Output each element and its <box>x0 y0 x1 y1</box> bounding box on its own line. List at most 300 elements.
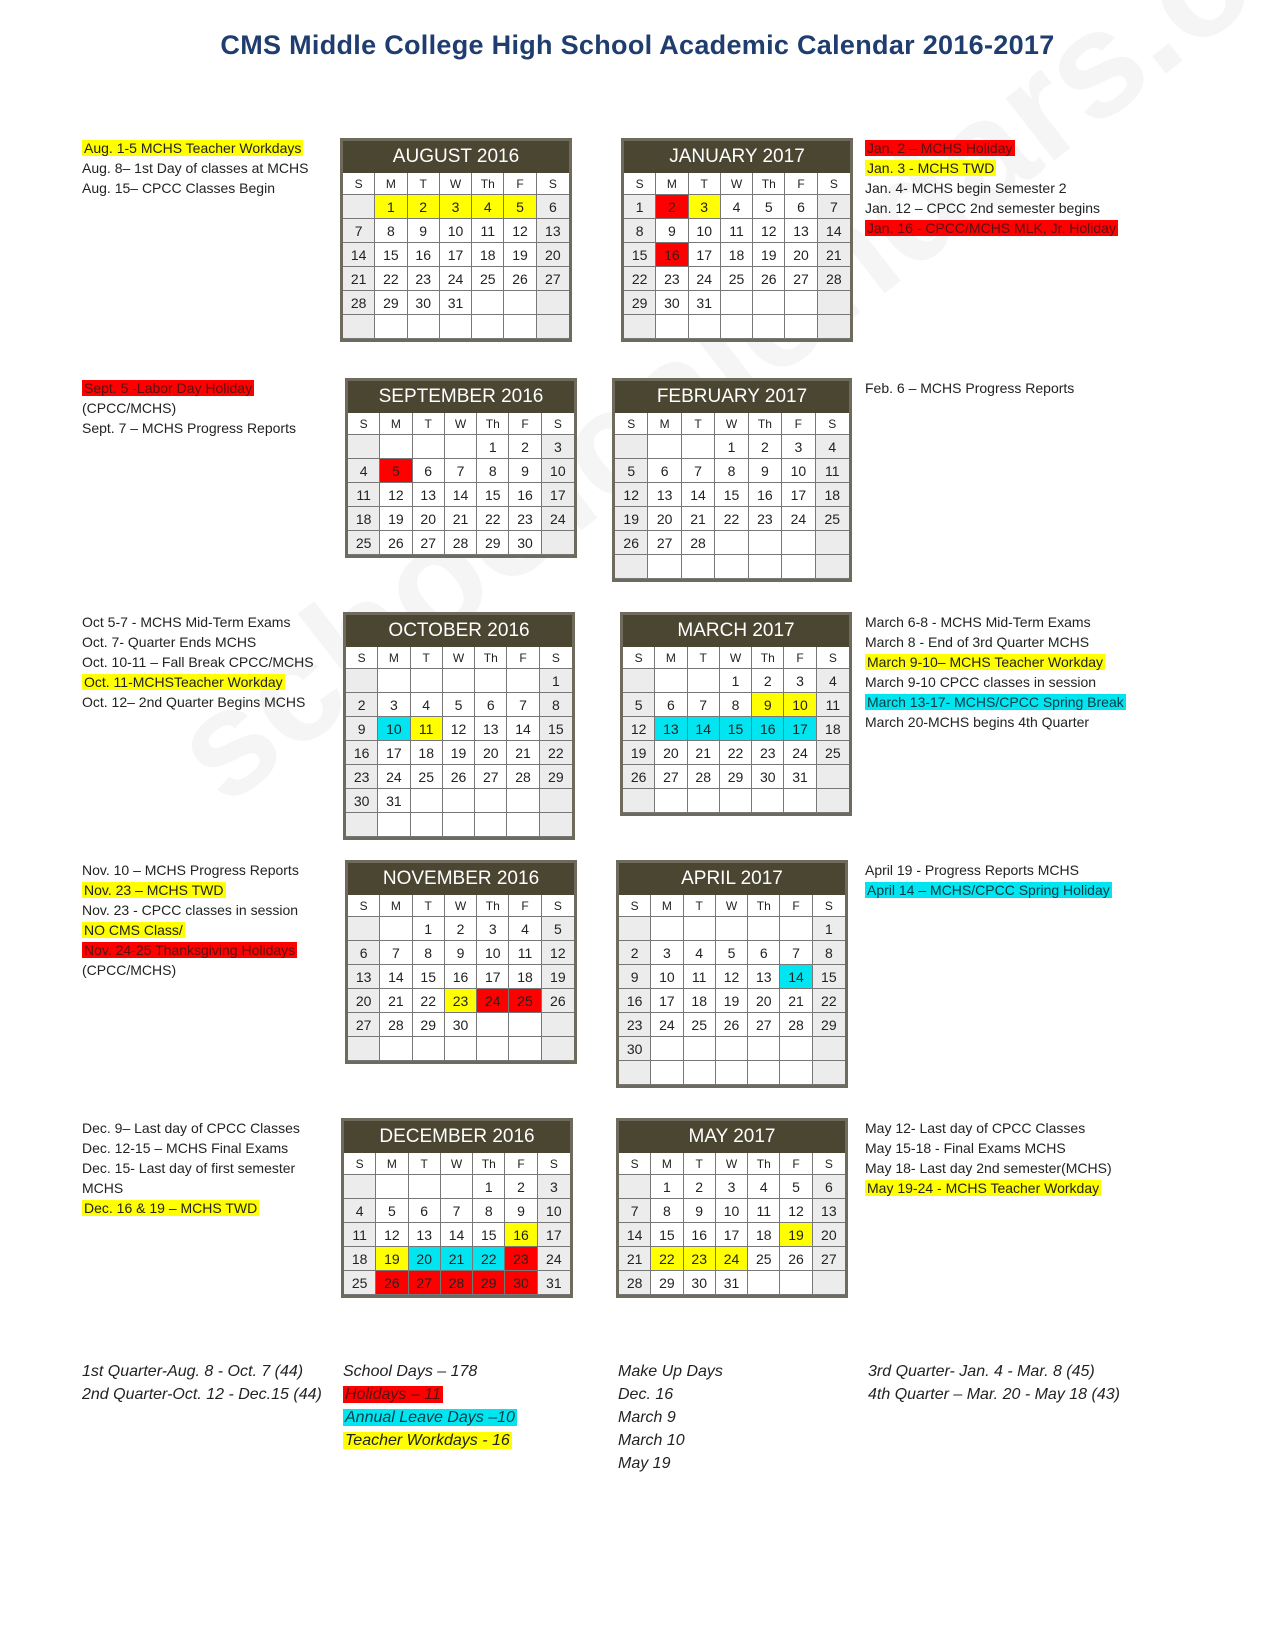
note-text: Annual Leave Days –10 <box>345 1409 515 1426</box>
empty-cell <box>507 789 539 813</box>
day-cell: 24 <box>784 741 816 765</box>
day-cell: 18 <box>748 1223 780 1247</box>
empty-cell <box>408 315 440 339</box>
day-cell: 2 <box>752 669 784 693</box>
note-line <box>865 1178 1112 1198</box>
day-cell: 17 <box>651 989 683 1013</box>
day-cell: 17 <box>538 1223 570 1247</box>
day-cell: 20 <box>655 741 687 765</box>
note-text: NO CMS Class/ <box>84 922 183 938</box>
day-cell: 26 <box>380 531 412 555</box>
day-cell: 29 <box>720 765 752 789</box>
empty-cell <box>651 1037 683 1061</box>
day-cell: 4 <box>509 917 541 941</box>
day-cell: 16 <box>619 989 651 1013</box>
weekday-header: S <box>537 173 569 195</box>
note-line <box>82 138 308 158</box>
day-cell: 9 <box>445 941 477 965</box>
day-cell: 10 <box>784 693 816 717</box>
day-cell: 3 <box>538 1175 570 1199</box>
day-cell: 15 <box>624 243 656 267</box>
day-cell: 11 <box>348 483 380 507</box>
day-cell: 19 <box>380 507 412 531</box>
day-cell: 28 <box>619 1271 651 1295</box>
note-text: School Days – 178 <box>343 1363 478 1380</box>
note-text: May 15-18 - Final Exams MCHS <box>865 1140 1066 1156</box>
day-cell: 19 <box>780 1223 812 1247</box>
weekday-header: M <box>656 173 688 195</box>
day-cell: 15 <box>540 717 572 741</box>
empty-cell <box>441 1175 473 1199</box>
day-cell: 17 <box>782 483 815 507</box>
note-text: (CPCC/MCHS) <box>82 962 177 978</box>
day-cell: 20 <box>475 741 507 765</box>
day-cell: 3 <box>477 917 509 941</box>
day-cell: 12 <box>716 965 748 989</box>
empty-cell <box>684 1061 716 1085</box>
note-text: Sept. 7 – MCHS Progress Reports <box>82 420 296 436</box>
weekday-header: W <box>716 895 748 917</box>
day-cell: 9 <box>509 459 541 483</box>
weekday-header: W <box>720 647 752 669</box>
day-cell: 19 <box>753 243 785 267</box>
day-grid <box>344 1153 570 1295</box>
day-cell: 12 <box>753 219 785 243</box>
day-cell: 7 <box>682 459 715 483</box>
note-text: Nov. 23 - CPCC classes in session <box>82 902 299 918</box>
day-cell: 4 <box>411 693 443 717</box>
day-cell: 23 <box>509 507 541 531</box>
day-cell: 11 <box>472 219 504 243</box>
day-grid <box>346 647 572 837</box>
day-cell: 31 <box>538 1271 570 1295</box>
day-cell: 20 <box>409 1247 441 1271</box>
weekday-header: S <box>817 647 849 669</box>
calendar-january-2017 <box>621 138 853 342</box>
note-text: Nov. 24-25 Thanksgiving Holidays <box>84 942 296 958</box>
empty-cell <box>785 291 817 315</box>
weekday-header: M <box>651 895 683 917</box>
day-cell: 24 <box>477 989 509 1013</box>
day-cell: 15 <box>720 717 752 741</box>
weekday-header: S <box>542 895 574 917</box>
day-cell: 14 <box>818 219 850 243</box>
note-line <box>82 672 314 692</box>
weekday-header: T <box>684 895 716 917</box>
day-cell: 5 <box>443 693 475 717</box>
day-cell: 24 <box>440 267 472 291</box>
day-cell: 15 <box>375 243 407 267</box>
empty-cell <box>784 789 816 813</box>
weekday-header: S <box>542 413 574 435</box>
day-cell: 12 <box>542 941 574 965</box>
day-cell: 19 <box>615 507 648 531</box>
empty-cell <box>475 669 507 693</box>
weekday-header: Th <box>473 1153 505 1175</box>
empty-cell <box>684 917 716 941</box>
empty-cell <box>752 789 784 813</box>
weekday-header: F <box>507 647 539 669</box>
note-text: Dec. 12-15 – MCHS Final Exams <box>82 1140 289 1156</box>
day-cell: 5 <box>615 459 648 483</box>
empty-cell <box>542 1037 574 1061</box>
day-cell: 2 <box>684 1175 716 1199</box>
empty-cell <box>346 813 378 837</box>
day-cell: 16 <box>509 483 541 507</box>
empty-cell <box>380 435 412 459</box>
day-cell: 5 <box>504 195 536 219</box>
note-text: (CPCC/MCHS) <box>82 400 177 416</box>
weekday-header: S <box>624 173 656 195</box>
note-text: May 12- Last day of CPCC Classes <box>865 1120 1086 1136</box>
weekday-header: T <box>411 647 443 669</box>
empty-cell <box>348 917 380 941</box>
notes-jan <box>865 138 1118 238</box>
empty-cell <box>816 555 849 579</box>
day-cell: 17 <box>378 741 410 765</box>
day-cell: 12 <box>504 219 536 243</box>
empty-cell <box>749 555 782 579</box>
note-line <box>865 218 1118 238</box>
empty-cell <box>749 531 782 555</box>
day-cell: 9 <box>346 717 378 741</box>
empty-cell <box>753 291 785 315</box>
day-cell: 8 <box>813 941 845 965</box>
empty-cell <box>540 789 572 813</box>
day-cell: 22 <box>540 741 572 765</box>
day-cell: 3 <box>689 195 721 219</box>
day-cell: 30 <box>505 1271 537 1295</box>
day-cell: 12 <box>380 483 412 507</box>
day-cell: 13 <box>748 965 780 989</box>
day-cell: 2 <box>749 435 782 459</box>
day-cell: 8 <box>540 693 572 717</box>
weekday-header: M <box>655 647 687 669</box>
weekday-header: T <box>682 413 715 435</box>
empty-cell <box>443 813 475 837</box>
day-cell: 8 <box>477 459 509 483</box>
note-text: Aug. 8– 1st Day of classes at MCHS <box>82 160 309 176</box>
weekday-header: T <box>409 1153 441 1175</box>
day-cell: 8 <box>715 459 748 483</box>
note-text: Oct. 10-11 – Fall Break CPCC/MCHS <box>82 654 314 670</box>
empty-cell <box>440 315 472 339</box>
day-cell: 5 <box>623 693 655 717</box>
empty-cell <box>443 669 475 693</box>
day-cell: 29 <box>375 291 407 315</box>
day-cell: 18 <box>721 243 753 267</box>
note-line <box>865 860 1112 880</box>
empty-cell <box>378 813 410 837</box>
note-line <box>343 1429 517 1452</box>
note-text: Oct 5-7 - MCHS Mid-Term Exams <box>82 614 291 630</box>
day-cell: 24 <box>542 507 574 531</box>
day-cell: 16 <box>656 243 688 267</box>
day-cell: 8 <box>624 219 656 243</box>
empty-cell <box>615 435 648 459</box>
day-cell: 7 <box>818 195 850 219</box>
day-grid <box>343 173 569 339</box>
empty-cell <box>409 1175 441 1199</box>
day-cell: 22 <box>624 267 656 291</box>
note-text: Dec. 15- Last day of first semester <box>82 1160 296 1176</box>
day-cell: 3 <box>440 195 472 219</box>
day-cell: 6 <box>409 1199 441 1223</box>
day-cell: 4 <box>344 1199 376 1223</box>
note-text: Feb. 6 – MCHS Progress Reports <box>865 380 1075 396</box>
day-cell: 19 <box>716 989 748 1013</box>
day-grid <box>624 173 850 339</box>
day-cell: 23 <box>749 507 782 531</box>
empty-cell <box>721 291 753 315</box>
day-cell: 30 <box>509 531 541 555</box>
day-cell: 20 <box>748 989 780 1013</box>
day-cell: 20 <box>537 243 569 267</box>
empty-cell <box>688 789 720 813</box>
weekday-header: F <box>780 895 812 917</box>
note-text: Jan. 4- MCHS begin Semester 2 <box>865 180 1067 196</box>
day-cell: 23 <box>752 741 784 765</box>
day-cell: 9 <box>684 1199 716 1223</box>
weekday-header: Th <box>477 895 509 917</box>
note-line <box>865 1158 1112 1178</box>
empty-cell <box>651 1061 683 1085</box>
note-line <box>82 158 308 178</box>
empty-cell <box>721 315 753 339</box>
day-cell: 28 <box>507 765 539 789</box>
empty-cell <box>748 1061 780 1085</box>
day-cell: 24 <box>689 267 721 291</box>
month-header: APRIL 2017 <box>619 863 845 895</box>
note-text: Oct. 7- Quarter Ends MCHS <box>82 634 257 650</box>
day-cell: 22 <box>715 507 748 531</box>
note-line <box>82 920 299 940</box>
day-cell: 21 <box>619 1247 651 1271</box>
note-line <box>82 1138 300 1158</box>
weekday-header: Th <box>752 647 784 669</box>
day-cell: 1 <box>477 435 509 459</box>
day-grid <box>619 895 845 1085</box>
weekday-header: W <box>445 895 477 917</box>
note-line <box>82 1178 300 1198</box>
day-cell: 14 <box>780 965 812 989</box>
note-text: Dec. 9– Last day of CPCC Classes <box>82 1120 300 1136</box>
calendar-february-2017 <box>612 378 852 582</box>
day-cell: 29 <box>624 291 656 315</box>
day-cell: 20 <box>785 243 817 267</box>
empty-cell <box>411 813 443 837</box>
note-line <box>82 612 314 632</box>
note-text: 1st Quarter-Aug. 8 - Oct. 7 (44) <box>82 1363 304 1380</box>
weekday-header: W <box>721 173 753 195</box>
day-cell: 26 <box>443 765 475 789</box>
day-cell: 27 <box>348 1013 380 1037</box>
day-cell: 18 <box>472 243 504 267</box>
day-cell: 25 <box>411 765 443 789</box>
day-cell: 5 <box>542 917 574 941</box>
empty-cell <box>477 1037 509 1061</box>
weekday-header: W <box>716 1153 748 1175</box>
empty-cell <box>753 315 785 339</box>
note-text: 4th Quarter – Mar. 20 - May 18 (43) <box>868 1386 1120 1403</box>
day-cell: 22 <box>413 989 445 1013</box>
weekday-header: Th <box>475 647 507 669</box>
note-line <box>82 692 314 712</box>
day-cell: 14 <box>380 965 412 989</box>
day-cell: 18 <box>348 507 380 531</box>
calendar-august-2016 <box>340 138 572 342</box>
empty-cell <box>715 555 748 579</box>
day-grid <box>348 895 574 1061</box>
empty-cell <box>780 1061 812 1085</box>
weekday-header: W <box>443 647 475 669</box>
day-cell: 5 <box>716 941 748 965</box>
day-cell: 18 <box>509 965 541 989</box>
weekday-header: F <box>782 413 815 435</box>
note-line <box>865 672 1126 692</box>
empty-cell <box>817 789 849 813</box>
day-cell: 30 <box>752 765 784 789</box>
day-cell: 27 <box>648 531 681 555</box>
empty-cell <box>720 789 752 813</box>
day-cell: 19 <box>443 741 475 765</box>
note-line <box>868 1383 1120 1406</box>
empty-cell <box>542 1013 574 1037</box>
day-cell: 26 <box>376 1271 408 1295</box>
day-cell: 20 <box>413 507 445 531</box>
day-cell: 6 <box>813 1175 845 1199</box>
empty-cell <box>445 1037 477 1061</box>
day-cell: 31 <box>440 291 472 315</box>
day-cell: 25 <box>721 267 753 291</box>
day-cell: 14 <box>445 483 477 507</box>
weekday-header: M <box>648 413 681 435</box>
month-header: JANUARY 2017 <box>624 141 850 173</box>
day-cell: 25 <box>472 267 504 291</box>
note-text: March 9 <box>618 1409 676 1426</box>
notes-oct <box>82 612 314 712</box>
weekday-header: F <box>509 895 541 917</box>
note-line <box>82 418 296 438</box>
weekday-header: Th <box>472 173 504 195</box>
weekday-header: S <box>816 413 849 435</box>
note-text: Teacher Workdays - 16 <box>345 1432 510 1449</box>
day-cell: 11 <box>721 219 753 243</box>
day-cell: 19 <box>376 1247 408 1271</box>
day-cell: 27 <box>748 1013 780 1037</box>
day-cell: 1 <box>624 195 656 219</box>
empty-cell <box>716 917 748 941</box>
day-cell: 23 <box>619 1013 651 1037</box>
note-text: Oct. 12– 2nd Quarter Begins MCHS <box>82 694 306 710</box>
day-grid <box>615 413 849 579</box>
month-header: MARCH 2017 <box>623 615 849 647</box>
weekday-header: W <box>715 413 748 435</box>
weekday-header: F <box>504 173 536 195</box>
empty-cell <box>472 315 504 339</box>
page-title: CMS Middle College High School Academic Calendar 2016-2017 <box>220 30 1055 60</box>
empty-cell <box>623 789 655 813</box>
day-cell: 27 <box>409 1271 441 1295</box>
weekday-header: F <box>505 1153 537 1175</box>
empty-cell <box>376 1175 408 1199</box>
weekday-header: F <box>780 1153 812 1175</box>
day-cell: 14 <box>688 717 720 741</box>
day-cell: 22 <box>477 507 509 531</box>
day-cell: 9 <box>619 965 651 989</box>
weekday-header: T <box>408 173 440 195</box>
weekday-header: S <box>538 1153 570 1175</box>
note-line <box>82 1360 322 1383</box>
day-cell: 13 <box>413 483 445 507</box>
weekday-header: T <box>413 895 445 917</box>
day-cell: 13 <box>537 219 569 243</box>
calendar-october-2016 <box>343 612 575 840</box>
day-cell: 23 <box>505 1247 537 1271</box>
day-cell: 28 <box>445 531 477 555</box>
day-cell: 6 <box>537 195 569 219</box>
note-line <box>865 652 1126 672</box>
day-cell: 21 <box>507 741 539 765</box>
note-text: 2nd Quarter-Oct. 12 - Dec.15 (44) <box>82 1386 322 1403</box>
empty-cell <box>348 435 380 459</box>
day-cell: 21 <box>818 243 850 267</box>
empty-cell <box>748 917 780 941</box>
day-cell: 22 <box>375 267 407 291</box>
day-cell: 7 <box>619 1199 651 1223</box>
empty-cell <box>716 1037 748 1061</box>
empty-cell <box>813 1271 845 1295</box>
notes-apr <box>865 860 1112 900</box>
day-cell: 19 <box>623 741 655 765</box>
day-cell: 29 <box>473 1271 505 1295</box>
note-text: Jan. 16 - CPCC/MCHS MLK, Jr. Holiday <box>867 220 1116 236</box>
note-line <box>82 860 299 880</box>
day-cell: 6 <box>348 941 380 965</box>
empty-cell <box>443 789 475 813</box>
weekday-header: F <box>785 173 817 195</box>
weekday-header: M <box>378 647 410 669</box>
day-cell: 7 <box>343 219 375 243</box>
note-line <box>82 632 314 652</box>
note-line <box>865 198 1118 218</box>
empty-cell <box>651 917 683 941</box>
empty-cell <box>619 1061 651 1085</box>
day-cell: 20 <box>348 989 380 1013</box>
weekday-header: Th <box>477 413 509 435</box>
day-cell: 9 <box>749 459 782 483</box>
note-text: Aug. 15– CPCC Classes Begin <box>82 180 275 196</box>
note-text: March 20-MCHS begins 4th Quarter <box>865 714 1090 730</box>
day-cell: 13 <box>348 965 380 989</box>
note-line <box>82 1383 322 1406</box>
empty-cell <box>780 1037 812 1061</box>
day-cell: 7 <box>507 693 539 717</box>
day-cell: 27 <box>813 1247 845 1271</box>
empty-cell <box>380 917 412 941</box>
empty-cell <box>619 917 651 941</box>
month-header: DECEMBER 2016 <box>344 1121 570 1153</box>
note-line <box>82 960 299 980</box>
day-cell: 10 <box>782 459 815 483</box>
empty-cell <box>624 315 656 339</box>
day-cell: 6 <box>475 693 507 717</box>
day-cell: 23 <box>408 267 440 291</box>
day-cell: 27 <box>785 267 817 291</box>
empty-cell <box>656 315 688 339</box>
day-cell: 18 <box>817 717 849 741</box>
day-cell: 28 <box>818 267 850 291</box>
